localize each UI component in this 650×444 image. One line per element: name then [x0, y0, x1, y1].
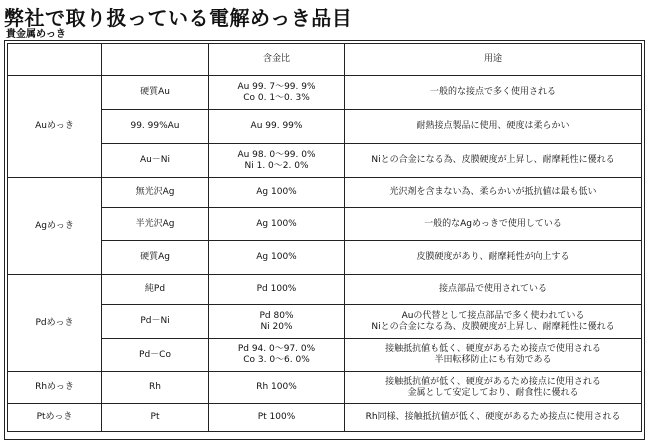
- usage-line: Rh同様、接触抵抗値が低く、硬度があるため接点に使用される: [365, 412, 621, 422]
- plating-name: 純Pd: [102, 275, 209, 305]
- usage-line: 耐熱接点製品に使用、硬度は柔らかい: [416, 121, 570, 131]
- plating-name: Pd－Ni: [102, 305, 209, 339]
- usage-line: 金属として安定しており、耐食性に優れる: [407, 387, 579, 398]
- composition-line: Ni 20%: [260, 321, 293, 332]
- group-label-rh: Rhめっき: [8, 372, 102, 404]
- composition-cell: [209, 178, 345, 208]
- plating-name: Pt: [102, 404, 209, 432]
- composition-line: Ni 1. 0～2. 0%: [244, 160, 309, 171]
- table-row: [8, 275, 642, 305]
- usage-cell: [345, 372, 642, 404]
- header-usage: 用途: [345, 44, 642, 76]
- composition-line: Pt 100%: [257, 412, 296, 422]
- composition-line: Pd 100%: [256, 284, 297, 294]
- table-row: [8, 404, 642, 432]
- composition-cell: [209, 275, 345, 305]
- usage-line: Niとの合金になる為、皮膜硬度が上昇し、耐摩耗性に優れる: [371, 321, 615, 332]
- usage-line: Auの代替として接点部品で多く使われている: [401, 310, 585, 321]
- table-row: [8, 305, 642, 339]
- composition-line: Co 0. 1～0. 3%: [243, 92, 310, 103]
- composition-line: Au 99. 7～99. 9%: [237, 81, 316, 92]
- composition-cell: [209, 110, 345, 144]
- table-row: [8, 110, 642, 144]
- usage-line: 接点部品で使用されている: [438, 284, 547, 294]
- usage-line: 半田転移防止にも有効である: [434, 355, 552, 365]
- table-row: [8, 241, 642, 275]
- composition-line: Pd 80%: [259, 310, 294, 321]
- composition-cell: [209, 404, 345, 432]
- plating-table: [7, 43, 642, 432]
- composition-line: Ag 100%: [256, 187, 297, 197]
- composition-line: Au 98. 0～99. 0%: [237, 149, 316, 160]
- usage-cell: [345, 76, 642, 110]
- usage-cell: [345, 241, 642, 275]
- plating-name: Rh: [102, 372, 209, 404]
- page-title: 弊社で取り扱っている電解めっき品目: [4, 6, 353, 30]
- plating-name: 硬質Au: [102, 76, 209, 110]
- composition-cell: [209, 144, 345, 178]
- composition-cell: [209, 241, 345, 275]
- usage-line: 皮膜硬度があり、耐摩耗性が向上する: [416, 252, 570, 262]
- group-label-pt: Ptめっき: [8, 404, 102, 432]
- table-header-row: [8, 44, 642, 76]
- usage-line: Niとの合金になる為、皮膜硬度が上昇し、耐摩耗性に優れる: [371, 155, 615, 165]
- composition-line: Ag 100%: [256, 218, 297, 229]
- usage-cell: [345, 305, 642, 339]
- usage-line: 光沢剤を含まない為、柔らかいが抵抗値は最も低い: [389, 187, 597, 197]
- usage-line: 接触抵抗値も低く、硬度があるため接点で使用される: [385, 344, 601, 354]
- plating-name: 無光沢Ag: [102, 178, 209, 208]
- plating-name: 99. 99%Au: [102, 110, 209, 144]
- usage-cell: [345, 144, 642, 178]
- group-label-au: Auめっき: [8, 76, 102, 178]
- composition-line: Au 99. 99%: [250, 121, 303, 131]
- group-label-pd: Pdめっき: [8, 275, 102, 372]
- header-name: [102, 44, 209, 76]
- table-row: [8, 339, 642, 372]
- composition-cell: [209, 305, 345, 339]
- usage-cell: [345, 339, 642, 372]
- usage-line: 接触抵抗値が低く、硬度があるため接点に使用される: [385, 376, 601, 387]
- section-subtitle: 貴金属めっき: [6, 29, 66, 40]
- table-row: [8, 76, 642, 110]
- composition-cell: [209, 76, 345, 110]
- table-row: [8, 208, 642, 241]
- plating-name: Au－Ni: [102, 144, 209, 178]
- composition-cell: [209, 339, 345, 372]
- usage-line: 一般的な接点で多く使用される: [429, 87, 556, 97]
- composition-line: Co 3. 0～6. 0%: [243, 355, 310, 365]
- usage-cell: [345, 178, 642, 208]
- plating-name: 半光沢Ag: [102, 208, 209, 241]
- plating-name: 硬質Ag: [102, 241, 209, 275]
- plating-name: Pd－Co: [102, 339, 209, 372]
- table-row: [8, 178, 642, 208]
- composition-cell: [209, 372, 345, 404]
- table-row: [8, 372, 642, 404]
- composition-line: Rh 100%: [256, 382, 297, 392]
- usage-cell: [345, 110, 642, 144]
- usage-line: 一般的なAgめっきで使用している: [424, 218, 562, 229]
- table-row: [8, 144, 642, 178]
- usage-cell: [345, 404, 642, 432]
- header-composition: 含金比: [209, 44, 345, 76]
- header-type: [8, 44, 102, 76]
- composition-cell: [209, 208, 345, 241]
- composition-line: Pd 94. 0～97. 0%: [237, 344, 316, 354]
- usage-cell: [345, 275, 642, 305]
- usage-cell: [345, 208, 642, 241]
- group-label-ag: Agめっき: [8, 178, 102, 275]
- composition-line: Ag 100%: [256, 252, 297, 262]
